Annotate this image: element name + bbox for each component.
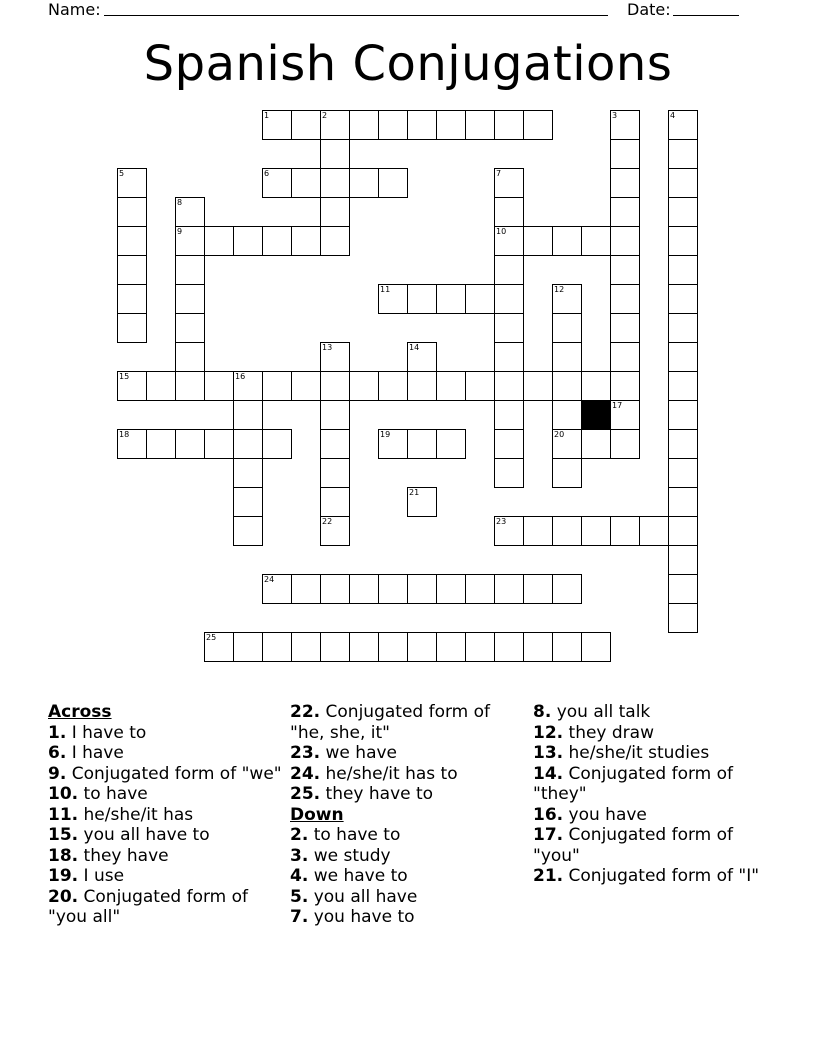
clue-number: 1. xyxy=(48,722,67,743)
cell-number: 10 xyxy=(496,227,507,236)
clue-column-1 xyxy=(48,702,283,928)
grid-cell[interactable] xyxy=(233,632,263,662)
grid-cell[interactable] xyxy=(668,603,698,633)
clue-item xyxy=(48,784,283,805)
grid-cell[interactable] xyxy=(494,458,524,488)
grid-cell[interactable] xyxy=(465,110,495,140)
clue-number: 23. xyxy=(290,743,321,763)
grid-cell[interactable] xyxy=(668,139,698,169)
grid-cell[interactable] xyxy=(552,458,582,488)
grid-cell[interactable] xyxy=(610,342,640,372)
grid-cell[interactable] xyxy=(262,110,292,140)
clue-text: Conjugated form of "you all" xyxy=(48,886,249,927)
grid-cell[interactable] xyxy=(494,574,524,604)
clue-item xyxy=(48,743,283,764)
grid-cell[interactable] xyxy=(523,574,553,604)
cell-number: 6 xyxy=(264,169,270,178)
grid-cell[interactable] xyxy=(378,429,408,459)
clue-text: I have xyxy=(66,743,124,763)
cell-number: 16 xyxy=(235,372,246,381)
grid-cell[interactable] xyxy=(668,545,698,575)
clue-item xyxy=(290,907,525,928)
grid-cell[interactable] xyxy=(320,458,350,488)
grid-cell[interactable] xyxy=(378,168,408,198)
grid-cell[interactable] xyxy=(291,110,321,140)
cell-number: 13 xyxy=(322,343,333,352)
clue-number: 4. xyxy=(290,866,309,886)
cell-number: 5 xyxy=(119,169,125,178)
clue-number: 16. xyxy=(533,804,564,825)
grid-cell[interactable] xyxy=(668,574,698,604)
cell-number: 3 xyxy=(612,111,618,120)
clue-number: 21. xyxy=(533,866,564,886)
grid-cell[interactable] xyxy=(262,574,292,604)
clue-text: you all have xyxy=(308,886,418,907)
clue-text: Conjugated form of "I" xyxy=(563,866,760,886)
clue-number: 11. xyxy=(48,804,79,825)
cell-number: 22 xyxy=(322,517,333,526)
grid-cell[interactable] xyxy=(117,284,147,314)
grid-cell[interactable] xyxy=(378,110,408,140)
clue-column-2 xyxy=(290,702,525,928)
clue-item xyxy=(48,723,283,744)
clue-column-3 xyxy=(533,702,768,887)
grid-cell[interactable] xyxy=(610,139,640,169)
grid-cell[interactable] xyxy=(610,516,640,546)
grid-cell[interactable] xyxy=(175,313,205,343)
grid-cell[interactable] xyxy=(610,400,640,430)
grid-cell[interactable] xyxy=(117,255,147,285)
cell-number: 17 xyxy=(612,401,623,410)
grid-cell[interactable] xyxy=(523,371,553,401)
clue-text: you have to xyxy=(308,907,415,927)
grid-cell[interactable] xyxy=(320,139,350,169)
grid-cell[interactable] xyxy=(668,284,698,314)
clue-text: they draw xyxy=(563,722,654,743)
grid-cell[interactable] xyxy=(465,284,495,314)
grid-cell[interactable] xyxy=(436,429,466,459)
clue-number: 5. xyxy=(290,886,309,907)
grid-cell[interactable] xyxy=(523,516,553,546)
grid-cell[interactable] xyxy=(552,371,582,401)
grid-cell[interactable] xyxy=(668,342,698,372)
clue-item xyxy=(533,702,768,723)
clue-item xyxy=(290,846,525,867)
grid-cell[interactable] xyxy=(668,197,698,227)
cell-number: 23 xyxy=(496,517,507,526)
grid-cell[interactable] xyxy=(320,342,350,372)
cell-number: 14 xyxy=(409,343,420,352)
clue-item xyxy=(290,743,525,764)
grid-cell[interactable] xyxy=(581,632,611,662)
clue-item xyxy=(48,764,283,785)
clue-item xyxy=(533,825,768,866)
grid-cell[interactable] xyxy=(610,168,640,198)
clue-number: 10. xyxy=(48,784,79,804)
grid-cell[interactable] xyxy=(610,371,640,401)
clue-text: he/she/it studies xyxy=(563,743,710,763)
across-heading: Across xyxy=(48,702,112,722)
grid-cell[interactable] xyxy=(610,197,640,227)
grid-cell[interactable] xyxy=(494,371,524,401)
clue-number: 15. xyxy=(48,825,79,845)
clue-number: 9. xyxy=(48,763,67,784)
grid-cell[interactable] xyxy=(668,255,698,285)
grid-cell[interactable] xyxy=(262,226,292,256)
clue-item xyxy=(48,805,283,826)
clue-text: we have xyxy=(320,743,398,763)
clue-text: Conjugated form of "we" xyxy=(66,763,282,784)
grid-cell[interactable] xyxy=(494,400,524,430)
grid-cell[interactable] xyxy=(117,226,147,256)
clue-text: they have xyxy=(78,845,169,866)
cell-number: 18 xyxy=(119,430,130,439)
grid-cell[interactable] xyxy=(320,371,350,401)
clue-text: Conjugated form of "they" xyxy=(533,763,734,804)
grid-cell[interactable] xyxy=(436,574,466,604)
grid-cell[interactable] xyxy=(581,371,611,401)
clue-item xyxy=(290,702,525,743)
grid-cell[interactable] xyxy=(494,255,524,285)
grid-cell[interactable] xyxy=(204,371,234,401)
grid-cell[interactable] xyxy=(494,632,524,662)
cell-number: 19 xyxy=(380,430,391,439)
grid-cell[interactable] xyxy=(117,313,147,343)
grid-cell[interactable] xyxy=(262,429,292,459)
clue-item xyxy=(290,866,525,887)
grid-black-cell xyxy=(581,400,611,430)
grid-cell[interactable] xyxy=(581,429,611,459)
grid-cell[interactable] xyxy=(668,226,698,256)
grid-cell[interactable] xyxy=(465,574,495,604)
grid-cell[interactable] xyxy=(233,516,263,546)
grid-cell[interactable] xyxy=(262,371,292,401)
clue-text: they have to xyxy=(320,784,434,804)
grid-cell[interactable] xyxy=(378,632,408,662)
grid-cell[interactable] xyxy=(494,284,524,314)
grid-cell[interactable] xyxy=(523,110,553,140)
grid-cell[interactable] xyxy=(494,429,524,459)
clue-item xyxy=(290,784,525,805)
grid-cell[interactable] xyxy=(668,458,698,488)
grid-cell[interactable] xyxy=(494,313,524,343)
grid-cell[interactable] xyxy=(407,487,437,517)
clue-number: 17. xyxy=(533,825,564,845)
grid-cell[interactable] xyxy=(233,487,263,517)
grid-cell[interactable] xyxy=(175,342,205,372)
grid-cell[interactable] xyxy=(552,342,582,372)
grid-cell[interactable] xyxy=(668,487,698,517)
grid-cell[interactable] xyxy=(117,429,147,459)
clue-item xyxy=(533,805,768,826)
grid-cell[interactable] xyxy=(204,429,234,459)
clue-item xyxy=(533,764,768,805)
grid-cell[interactable] xyxy=(436,110,466,140)
grid-cell[interactable] xyxy=(639,516,669,546)
grid-cell[interactable] xyxy=(117,197,147,227)
grid-cell[interactable] xyxy=(552,400,582,430)
grid-cell[interactable] xyxy=(117,371,147,401)
grid-cell[interactable] xyxy=(494,516,524,546)
clue-text: we study xyxy=(308,845,391,866)
clue-item xyxy=(48,866,283,887)
grid-cell[interactable] xyxy=(117,168,147,198)
cell-number: 4 xyxy=(670,111,676,120)
clue-item xyxy=(290,825,525,846)
grid-cell[interactable] xyxy=(291,574,321,604)
clue-number: 3. xyxy=(290,845,309,866)
clue-number: 25. xyxy=(290,784,321,804)
grid-cell[interactable] xyxy=(320,487,350,517)
grid-cell[interactable] xyxy=(349,371,379,401)
grid-cell[interactable] xyxy=(175,197,205,227)
clue-number: 8. xyxy=(533,702,552,722)
clue-item xyxy=(290,887,525,908)
grid-cell[interactable] xyxy=(668,110,698,140)
grid-cell[interactable] xyxy=(552,313,582,343)
grid-cell[interactable] xyxy=(407,342,437,372)
cell-number: 9 xyxy=(177,227,183,236)
clue-number: 18. xyxy=(48,845,79,866)
clue-item xyxy=(533,723,768,744)
grid-cell[interactable] xyxy=(552,516,582,546)
date-label-text: Date: xyxy=(627,0,671,19)
clue-text: Conjugated form of "he, she, it" xyxy=(290,702,491,743)
clue-item xyxy=(533,743,768,764)
grid-cell[interactable] xyxy=(175,284,205,314)
grid-cell[interactable] xyxy=(320,429,350,459)
grid-cell[interactable] xyxy=(349,574,379,604)
grid-cell[interactable] xyxy=(494,110,524,140)
clue-item xyxy=(48,887,283,928)
down-heading: Down xyxy=(290,804,344,825)
grid-cell[interactable] xyxy=(378,574,408,604)
clue-text: Conjugated form of "you" xyxy=(533,825,734,866)
grid-cell[interactable] xyxy=(320,226,350,256)
grid-cell[interactable] xyxy=(320,516,350,546)
grid-cell[interactable] xyxy=(233,226,263,256)
grid-cell[interactable] xyxy=(407,110,437,140)
grid-cell[interactable] xyxy=(610,284,640,314)
grid-cell[interactable] xyxy=(668,313,698,343)
clue-number: 7. xyxy=(290,907,309,927)
cell-number: 12 xyxy=(554,285,565,294)
grid-cell[interactable] xyxy=(175,429,205,459)
cell-number: 1 xyxy=(264,111,270,120)
grid-cell[interactable] xyxy=(494,342,524,372)
grid-cell[interactable] xyxy=(407,371,437,401)
clue-text: he/she/it has to xyxy=(320,763,458,784)
grid-cell[interactable] xyxy=(175,226,205,256)
grid-cell[interactable] xyxy=(262,632,292,662)
grid-cell[interactable] xyxy=(291,371,321,401)
cell-number: 24 xyxy=(264,575,275,584)
clue-text: to have xyxy=(78,784,148,804)
grid-cell[interactable] xyxy=(407,574,437,604)
clue-text: you all have to xyxy=(78,825,210,845)
grid-cell[interactable] xyxy=(378,371,408,401)
grid-cell[interactable] xyxy=(233,371,263,401)
cell-number: 7 xyxy=(496,169,502,178)
grid-cell[interactable] xyxy=(291,632,321,662)
grid-cell[interactable] xyxy=(494,197,524,227)
grid-cell[interactable] xyxy=(233,458,263,488)
grid-cell[interactable] xyxy=(349,632,379,662)
grid-cell[interactable] xyxy=(523,632,553,662)
clue-item xyxy=(48,846,283,867)
grid-cell[interactable] xyxy=(320,110,350,140)
grid-cell[interactable] xyxy=(668,429,698,459)
clue-number: 2. xyxy=(290,825,309,845)
grid-cell[interactable] xyxy=(291,168,321,198)
grid-cell[interactable] xyxy=(175,371,205,401)
cell-number: 15 xyxy=(119,372,130,381)
grid-cell[interactable] xyxy=(494,168,524,198)
clue-text: we have to xyxy=(308,866,408,886)
grid-cell[interactable] xyxy=(610,313,640,343)
clue-number: 12. xyxy=(533,722,564,743)
grid-cell[interactable] xyxy=(668,371,698,401)
clue-number: 13. xyxy=(533,743,564,763)
clue-text: you have xyxy=(563,804,647,825)
grid-cell[interactable] xyxy=(610,226,640,256)
page-title: Spanish Conjugations xyxy=(143,36,673,92)
grid-cell[interactable] xyxy=(262,168,292,198)
grid-cell[interactable] xyxy=(407,284,437,314)
grid-cell[interactable] xyxy=(668,400,698,430)
clue-text: to have to xyxy=(308,825,401,845)
name-label-text: Name: xyxy=(48,0,101,19)
grid-cell[interactable] xyxy=(320,574,350,604)
cell-number: 11 xyxy=(380,285,391,294)
clue-number: 22. xyxy=(290,702,321,722)
clue-text: he/she/it has xyxy=(78,804,194,825)
clue-number: 24. xyxy=(290,763,321,784)
grid-cell[interactable] xyxy=(291,226,321,256)
grid-cell[interactable] xyxy=(146,371,176,401)
clue-text: you all talk xyxy=(551,702,651,722)
grid-cell[interactable] xyxy=(494,226,524,256)
grid-cell[interactable] xyxy=(552,574,582,604)
grid-cell[interactable] xyxy=(320,168,350,198)
grid-cell[interactable] xyxy=(407,632,437,662)
grid-cell[interactable] xyxy=(436,371,466,401)
grid-cell[interactable] xyxy=(175,255,205,285)
grid-cell[interactable] xyxy=(610,110,640,140)
grid-cell[interactable] xyxy=(407,429,437,459)
grid-cell[interactable] xyxy=(349,168,379,198)
clue-item xyxy=(290,764,525,785)
grid-cell[interactable] xyxy=(668,516,698,546)
clue-text: I have to xyxy=(66,722,147,743)
grid-cell[interactable] xyxy=(233,400,263,430)
grid-cell[interactable] xyxy=(204,226,234,256)
cell-number: 20 xyxy=(554,430,565,439)
grid-cell[interactable] xyxy=(581,226,611,256)
grid-cell[interactable] xyxy=(552,632,582,662)
clue-number: 6. xyxy=(48,743,67,763)
grid-cell[interactable] xyxy=(552,284,582,314)
grid-cell[interactable] xyxy=(204,632,234,662)
clue-item xyxy=(533,866,768,887)
grid-cell[interactable] xyxy=(320,197,350,227)
grid-cell[interactable] xyxy=(552,226,582,256)
grid-cell[interactable] xyxy=(349,110,379,140)
grid-cell[interactable] xyxy=(581,516,611,546)
grid-cell[interactable] xyxy=(436,632,466,662)
cell-number: 25 xyxy=(206,633,217,642)
grid-cell[interactable] xyxy=(465,632,495,662)
cell-number: 21 xyxy=(409,488,420,497)
clue-text: I use xyxy=(78,866,125,886)
clue-number: 14. xyxy=(533,763,564,784)
grid-cell[interactable] xyxy=(552,429,582,459)
grid-cell[interactable] xyxy=(436,284,466,314)
grid-cell[interactable] xyxy=(320,400,350,430)
clue-item xyxy=(48,825,283,846)
grid-cell[interactable] xyxy=(146,429,176,459)
grid-cell[interactable] xyxy=(233,429,263,459)
clue-number: 19. xyxy=(48,866,79,886)
cell-number: 2 xyxy=(322,111,328,120)
grid-cell[interactable] xyxy=(668,168,698,198)
clue-number: 20. xyxy=(48,886,79,907)
grid-cell[interactable] xyxy=(320,632,350,662)
grid-cell[interactable] xyxy=(378,284,408,314)
grid-cell[interactable] xyxy=(465,371,495,401)
grid-cell[interactable] xyxy=(523,226,553,256)
cell-number: 8 xyxy=(177,198,183,207)
grid-cell[interactable] xyxy=(610,429,640,459)
grid-cell[interactable] xyxy=(610,255,640,285)
